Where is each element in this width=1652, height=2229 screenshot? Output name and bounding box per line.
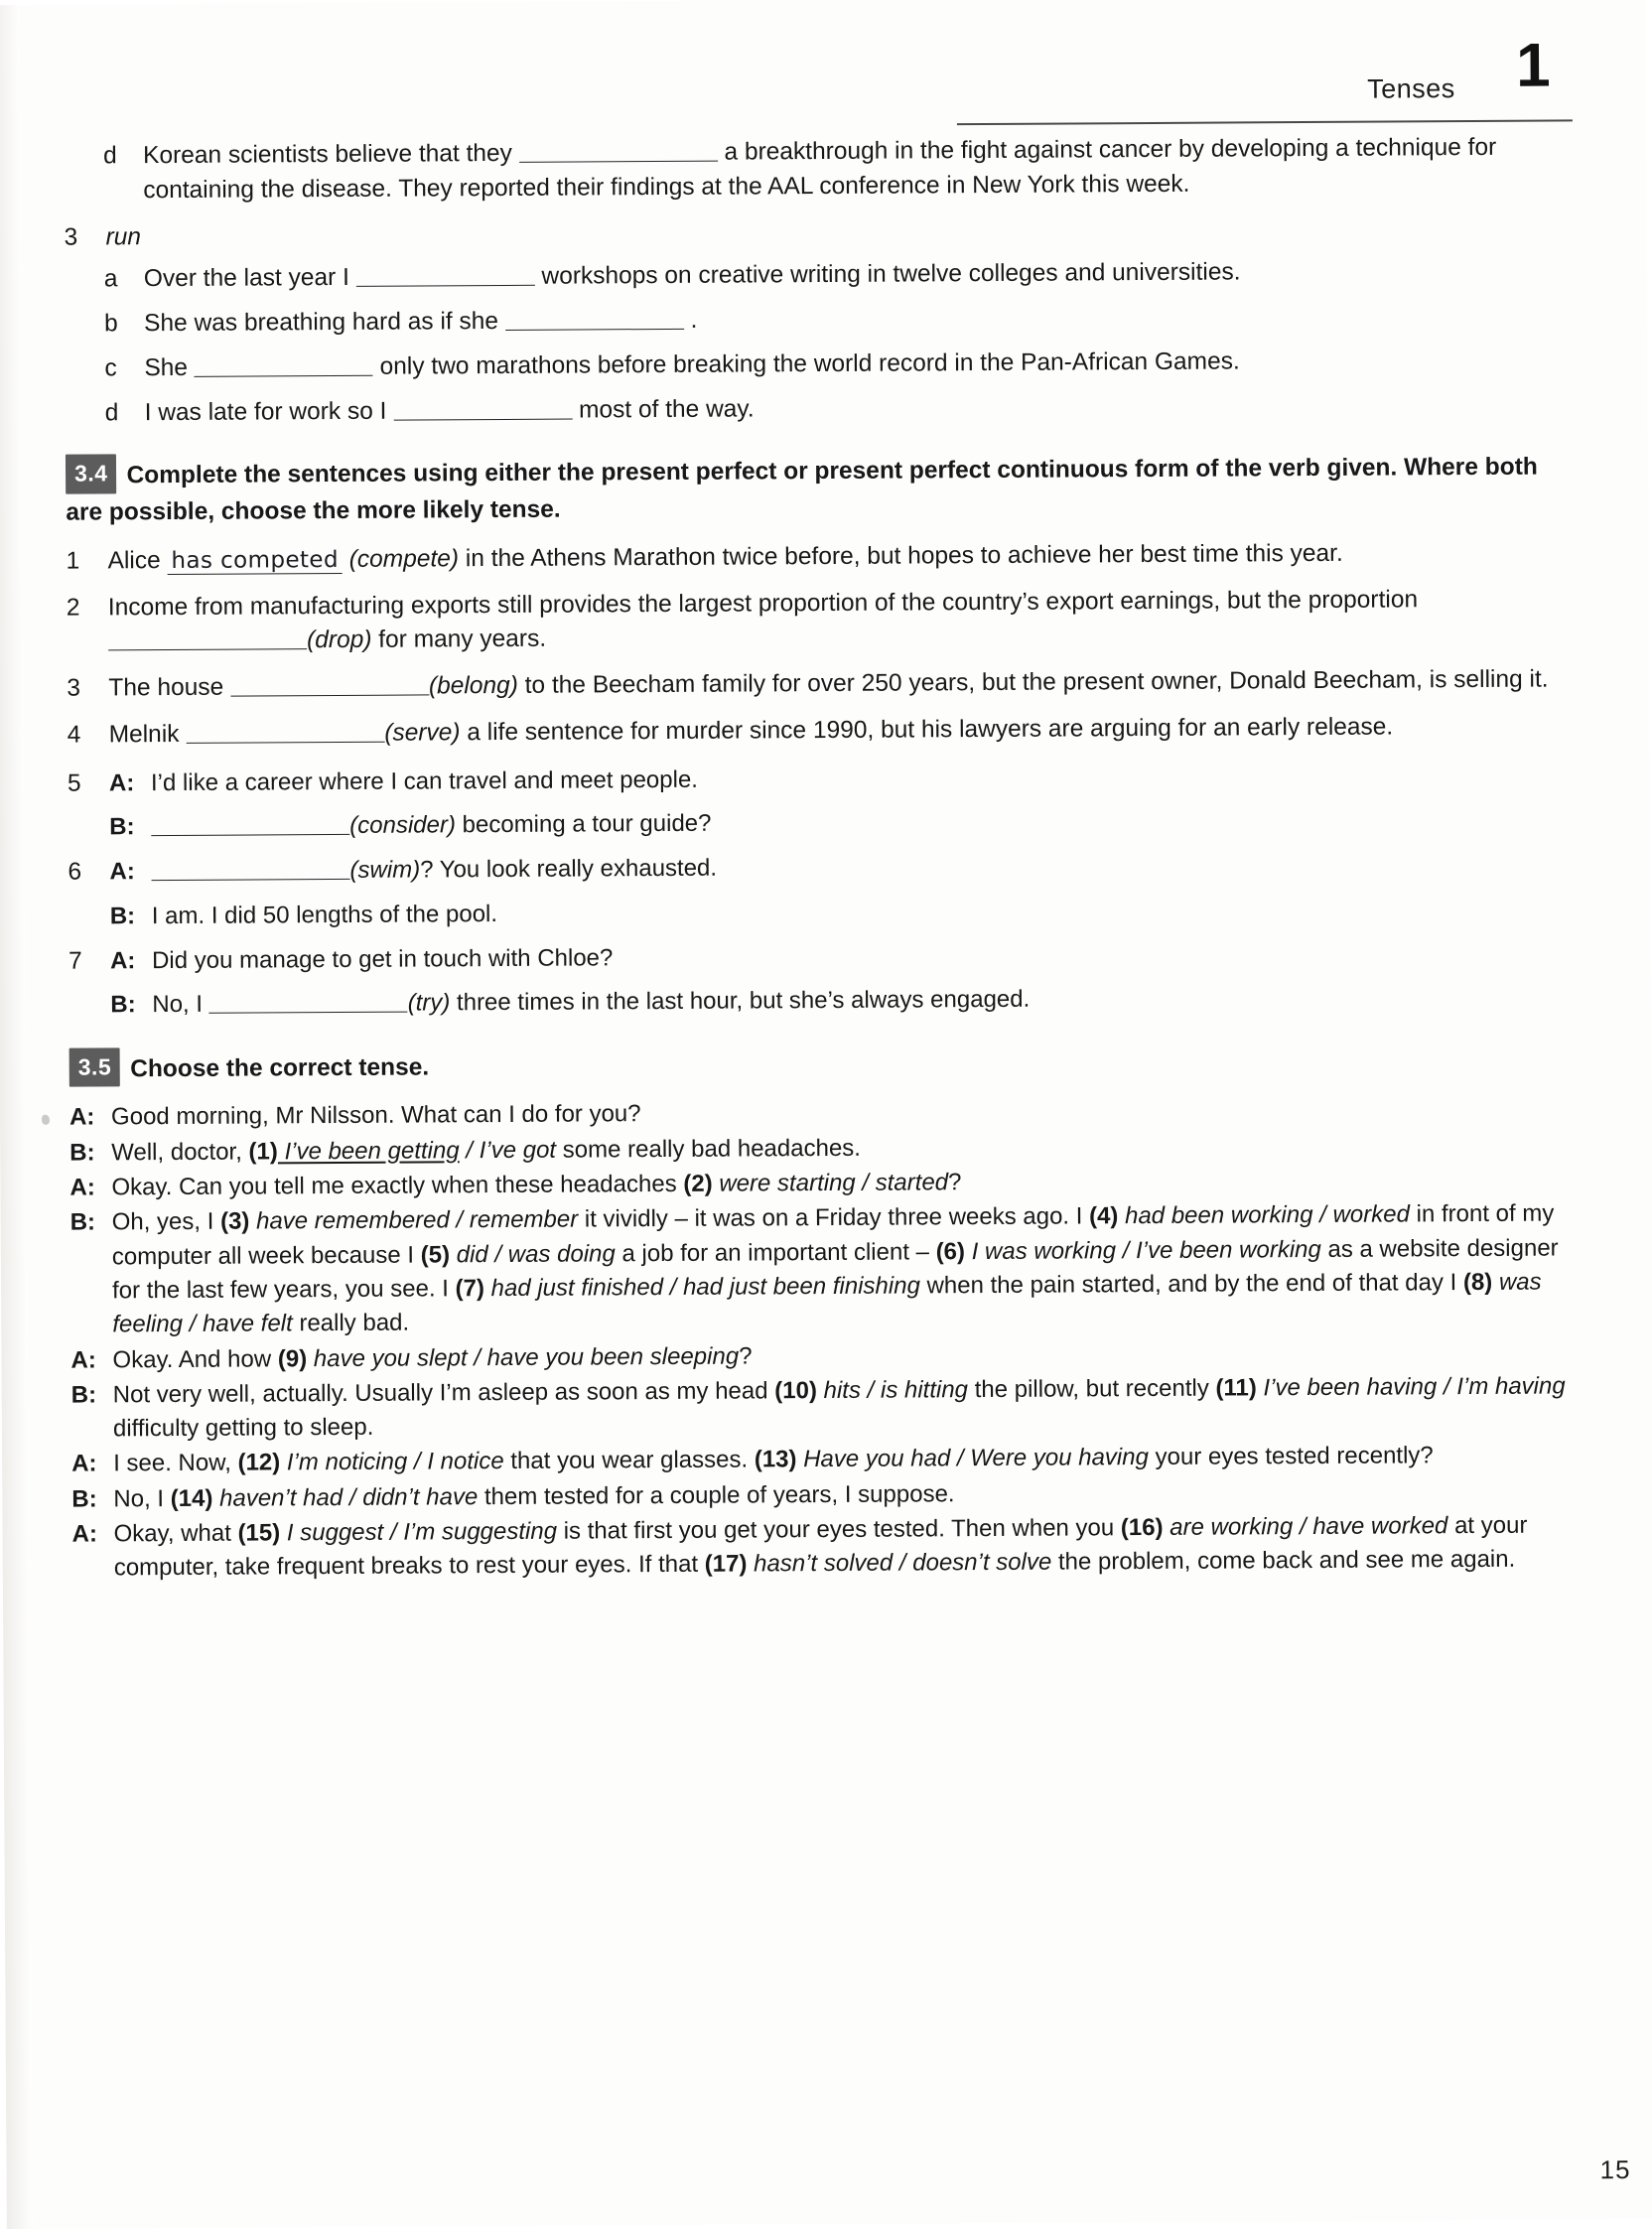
item-text-after: ? You look really exhausted. <box>420 855 718 884</box>
item-marker: 4 <box>67 721 81 749</box>
list-item <box>68 847 1577 935</box>
answer-blank[interactable] <box>195 350 373 377</box>
item-marker: d <box>103 142 117 170</box>
gap-number: (17) <box>704 1550 748 1579</box>
dialogue-line <box>70 1197 1581 1343</box>
item-text-before: She <box>144 353 189 382</box>
dialogue-line <box>71 1369 1581 1447</box>
gap-number: (11) <box>1215 1374 1257 1402</box>
speaker-label: B: <box>109 902 136 930</box>
item-text-after: to the Beecham family for over 250 years, but the present owner, Donald Beecham, is selling it. <box>524 665 1549 700</box>
dialogue-plain-text: in front of my computer all week because I <box>111 1199 1555 1270</box>
tense-option[interactable]: I’ve been having / I’m having <box>1256 1372 1566 1402</box>
list-item <box>66 535 1575 579</box>
item-text-after: a breakthrough in the fight against cancer by developing a technique for containing the disease. They reported their findings at the AAL conference in New York this week. <box>143 133 1497 204</box>
dialogue-plain-text: the pillow, but recently <box>974 1374 1216 1403</box>
speaker-label: A: <box>109 947 136 975</box>
verb-cue: (drop) <box>307 627 372 654</box>
header-rule <box>957 119 1573 125</box>
gap-number: (9) <box>277 1344 308 1372</box>
answer-blank[interactable] <box>209 988 408 1014</box>
page-margin-mark <box>42 1115 50 1125</box>
dialogue-line <box>110 980 1578 1023</box>
header-unit-number: 1 <box>1515 31 1551 100</box>
dialogue-line <box>109 758 1577 800</box>
dialogue-text <box>113 1369 1581 1447</box>
dialogue-text <box>112 1197 1581 1342</box>
item-body <box>107 535 1575 579</box>
item-text-after: three times in the last hour, but she’s always engaged. <box>456 986 1031 1017</box>
item-marker: 5 <box>67 769 81 797</box>
dialogue-plain-text: when the pain started, and by the end of that day I <box>926 1268 1464 1300</box>
item-text-before: She was breathing hard as if she <box>144 308 499 338</box>
dialogue-line <box>109 847 1577 890</box>
dialogue-plain-text: that you wear glasses. <box>510 1446 755 1475</box>
dialogue-block <box>69 1092 1582 1587</box>
dialogue-plain-text: them tested for a couple of years, I suppose. <box>483 1479 955 1510</box>
item-body <box>108 663 1576 707</box>
exercise-heading-3-5 <box>69 1041 1579 1089</box>
tense-option[interactable]: hits / is hitting <box>816 1375 975 1404</box>
tense-option[interactable]: had just finished / had just been finishing <box>483 1272 927 1303</box>
tense-option[interactable]: had been working / worked <box>1118 1200 1417 1230</box>
verb-cue: run <box>105 222 142 250</box>
answer-blank[interactable] <box>505 304 684 331</box>
list-item <box>65 343 1574 386</box>
exercise-instruction: Choose the correct tense. <box>130 1053 430 1082</box>
speaker-label: A: <box>108 769 135 797</box>
item-body <box>109 847 1577 935</box>
dialogue-plain-text: ? <box>739 1341 753 1370</box>
dialogue-plain-text: Good morning, Mr Nilsson. What can I do for you? <box>110 1100 641 1131</box>
tense-option[interactable]: hasn’t solved / doesn’t solve <box>747 1548 1059 1578</box>
dialogue-plain-text: Okay. And how <box>112 1344 278 1373</box>
exercise-tag: 3.5 <box>69 1047 121 1087</box>
speaker-label: A: <box>71 1450 97 1478</box>
tense-option[interactable]: I was working / I’ve been working <box>964 1235 1328 1265</box>
answer-blank[interactable] <box>186 717 384 744</box>
gap-number: (10) <box>774 1376 817 1405</box>
item-text-after: for many years. <box>378 626 547 654</box>
speaker-label: B: <box>69 1208 96 1236</box>
speaker-label: B: <box>69 1139 95 1167</box>
speaker-label: A: <box>70 1346 96 1374</box>
list-item <box>65 299 1574 343</box>
tense-option[interactable]: have remembered / remember <box>249 1205 585 1235</box>
gap-number: (3) <box>219 1207 250 1236</box>
dialogue-plain-text: ? <box>948 1169 962 1196</box>
dialogue-plain-text: it vividly – it was on a Friday three weeks ago. I <box>584 1202 1090 1233</box>
tense-option[interactable]: were starting / started <box>712 1169 949 1197</box>
answer-blank[interactable] <box>230 670 429 697</box>
dialogue-text <box>152 980 1578 1023</box>
item-text-after: . <box>690 306 698 334</box>
verb-cue: (belong) <box>428 672 518 700</box>
item-text-before: Korean scientists believe that they <box>143 139 512 170</box>
dialogue-text <box>113 1508 1581 1586</box>
dialogue-plain-text: a job for an important client – <box>621 1237 936 1267</box>
dialogue-text <box>151 847 1577 890</box>
item-text-before: Melnik <box>108 721 180 749</box>
answer-blank[interactable] <box>108 625 307 651</box>
list-item <box>65 254 1574 298</box>
tense-option-selected[interactable]: I’ve been getting <box>277 1136 460 1166</box>
item-body <box>144 254 1574 298</box>
item-marker: 3 <box>67 674 81 702</box>
item-text-before: The house <box>108 673 224 702</box>
gap-number: (15) <box>237 1519 281 1547</box>
list-item <box>68 758 1577 846</box>
answer-blank[interactable] <box>519 136 718 163</box>
item-marker: 1 <box>66 547 80 575</box>
gap-number: (1) <box>248 1138 278 1166</box>
item-marker: 2 <box>66 594 80 622</box>
page-content <box>63 25 1582 1587</box>
dialogue-line <box>109 802 1577 845</box>
item-marker: b <box>104 310 118 338</box>
dialogue-plain-text: Not very well, actually. Usually I’m asleep as soon as my head <box>112 1377 775 1409</box>
tense-option[interactable]: did / was doing <box>449 1239 622 1268</box>
gap-number: (16) <box>1120 1514 1164 1542</box>
dialogue-line <box>110 891 1578 933</box>
tense-option[interactable]: / I’ve got <box>459 1136 563 1164</box>
gap-number: (4) <box>1088 1202 1119 1230</box>
dialogue-plain-text: really bad. <box>299 1309 410 1337</box>
speaker-label: B: <box>70 1381 97 1409</box>
page-number: 15 <box>1599 2155 1631 2185</box>
list-item <box>64 130 1573 209</box>
answer-blank[interactable] <box>393 394 572 421</box>
dialogue-plain-text: at your computer, take frequent breaks to rest your eyes. If that <box>113 1511 1528 1582</box>
dialogue-plain-text: Oh, yes, I <box>111 1208 221 1236</box>
item-text-before: I was late for work so I <box>144 397 387 426</box>
item-marker: d <box>104 399 119 427</box>
gap-number: (6) <box>935 1237 966 1265</box>
dialogue-plain-text: Okay. Can you tell me exactly when these headaches <box>111 1170 684 1201</box>
item-text-after: workshops on creative writing in twelve colleges and universities. <box>541 258 1241 291</box>
item-text-after: becoming a tour guide? <box>462 809 712 839</box>
item-marker: c <box>104 354 117 382</box>
answer-blank[interactable] <box>356 261 535 288</box>
gap-number: (8) <box>1462 1268 1493 1296</box>
verb-cue: (swim) <box>349 856 421 885</box>
item-text-after: most of the way. <box>578 395 755 424</box>
list-item-run-heading <box>65 211 1574 255</box>
exercise-instruction: Complete the sentences using either the present perfect or present perfect continuous form of the verb given. Where both are possible, choose the more likely tense. <box>66 454 1538 526</box>
header-section-label: Tenses <box>1367 73 1455 104</box>
dialogue-line <box>71 1508 1581 1586</box>
item-text-before: Over the last year I <box>143 264 349 293</box>
speaker-label: A: <box>109 858 135 886</box>
speaker-label: A: <box>69 1103 95 1131</box>
dialogue-plain-text: Well, doctor, <box>111 1138 249 1167</box>
gap-number: (12) <box>237 1449 281 1477</box>
gap-number: (7) <box>455 1275 485 1303</box>
gap-number: (14) <box>170 1484 213 1512</box>
item-body <box>145 387 1575 431</box>
dialogue-text: I’d like a career where I can travel and meet people. <box>150 766 699 796</box>
item-marker: 6 <box>68 859 82 887</box>
gap-number: (5) <box>420 1240 451 1269</box>
dialogue-plain-text: as a website designer for the last few years, you see. I <box>112 1234 1559 1305</box>
dialogue-text <box>151 802 1577 845</box>
tense-option[interactable]: I’m noticing / I notice <box>280 1448 511 1476</box>
dialogue-plain-text: I see. Now, <box>113 1450 238 1477</box>
verb-cue: (consider) <box>349 811 457 840</box>
page-edge-shadow <box>0 5 33 2229</box>
list-item <box>67 582 1576 660</box>
gap-number: (2) <box>683 1170 713 1197</box>
list-item <box>66 387 1575 431</box>
tense-option[interactable]: have you slept / have you been sleeping <box>307 1342 740 1372</box>
tense-option[interactable]: Have you had / Were you having <box>796 1444 1156 1473</box>
dialogue-plain-text: difficulty getting to sleep. <box>112 1413 374 1443</box>
speaker-label: A: <box>69 1174 95 1201</box>
dialogue-plain-text: the problem, come back and see me again. <box>1057 1546 1516 1576</box>
item-body <box>108 582 1576 660</box>
dialogue-plain-text: your eyes tested recently? <box>1155 1442 1434 1471</box>
item-text-before: No, I <box>152 991 204 1019</box>
handwritten-answer[interactable]: has competed <box>167 547 343 575</box>
verb-cue: (compete) <box>348 545 460 573</box>
dialogue-line <box>110 935 1578 978</box>
dialogue-plain-text: is that first you get your eyes tested. Then when you <box>563 1514 1121 1545</box>
item-body <box>144 299 1574 343</box>
verb-cue: (serve) <box>384 719 461 747</box>
list-item <box>68 709 1577 753</box>
list-item <box>69 935 1578 1024</box>
tense-option[interactable]: are working / have worked <box>1163 1512 1455 1542</box>
item-text-before: Alice <box>107 546 161 575</box>
answer-blank[interactable] <box>151 810 349 836</box>
page-header <box>63 25 1573 133</box>
item-text-after: a life sentence for murder since 1990, but his lawyers are arguing for an early release. <box>467 713 1394 747</box>
exercise-tag: 3.4 <box>66 455 117 494</box>
item-body <box>110 935 1578 1024</box>
speaker-label: B: <box>71 1485 97 1513</box>
item-marker: 7 <box>68 947 82 975</box>
answer-blank[interactable] <box>151 855 349 881</box>
dialogue-plain-text: Okay, what <box>113 1519 238 1548</box>
list-item <box>67 663 1576 707</box>
item-marker: 3 <box>64 223 78 251</box>
speaker-label: A: <box>71 1520 97 1548</box>
item-text-after: only two marathons before breaking the world record in the Pan-African Games. <box>379 348 1240 380</box>
item-body <box>143 130 1573 208</box>
verb-cue: (try) <box>407 989 451 1017</box>
item-marker: a <box>103 265 118 293</box>
tense-option[interactable]: was feeling / have felt <box>112 1268 1542 1338</box>
dialogue-text: Did you manage to get in touch with Chloe? <box>151 944 614 975</box>
item-body <box>109 709 1577 753</box>
speaker-label: B: <box>109 813 135 841</box>
dialogue-text: I am. I did 50 lengths of the pool. <box>151 900 498 929</box>
item-body <box>144 343 1574 386</box>
speaker-label: B: <box>110 991 136 1019</box>
dialogue-plain-text: some really bad headaches. <box>562 1134 861 1164</box>
dialogue-plain-text: No, I <box>113 1484 171 1513</box>
item-text-before: Income from manufacturing exports still provides the largest proportion of the country’s export earnings, but the proportion <box>107 586 1419 622</box>
exercise-heading-3-4 <box>66 448 1575 531</box>
item-text-after: in the Athens Marathon twice before, but hopes to achieve her best time this year. <box>465 539 1343 573</box>
tense-option[interactable]: I suggest / I’m suggesting <box>280 1517 564 1547</box>
item-body <box>109 758 1577 846</box>
tense-option[interactable]: haven’t had / didn’t have <box>212 1482 485 1512</box>
gap-number: (13) <box>754 1446 797 1473</box>
